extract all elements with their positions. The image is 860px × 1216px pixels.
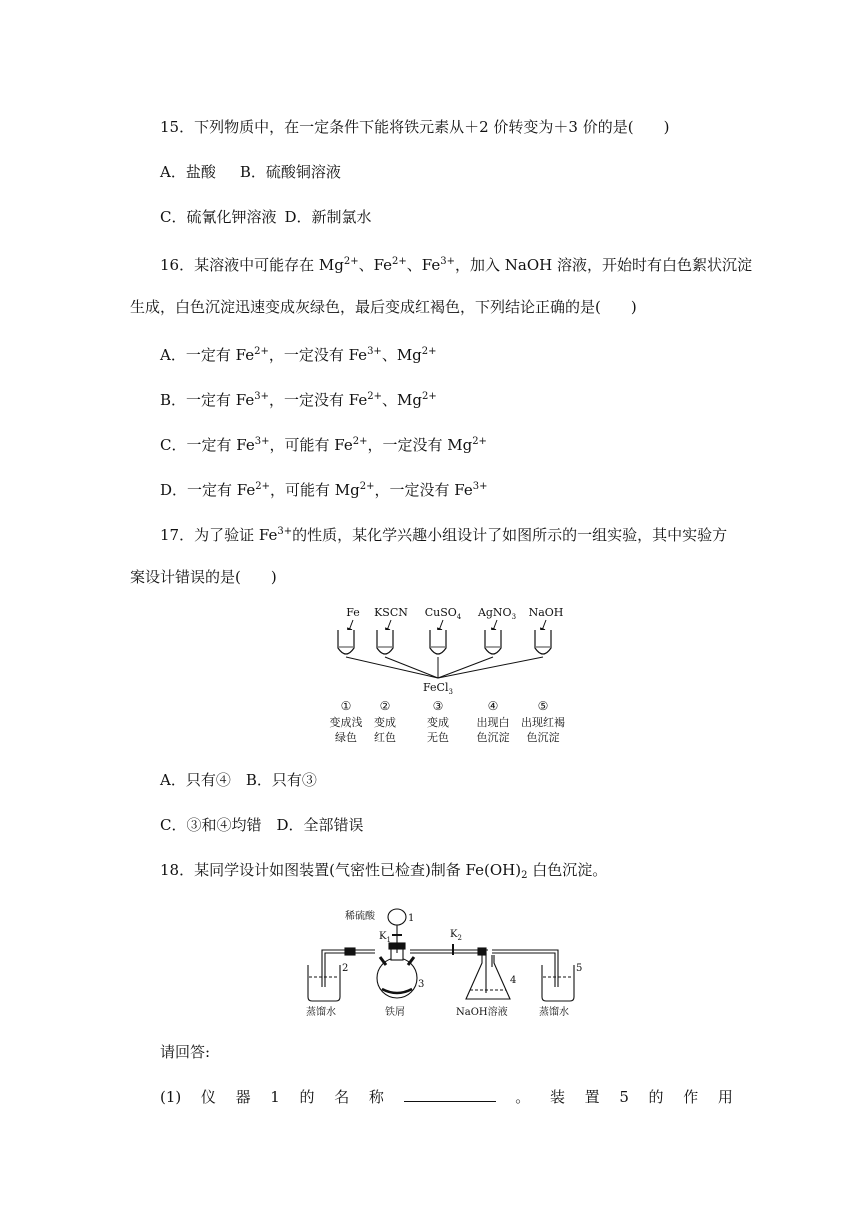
q18-sub1-token: 器 bbox=[235, 1088, 251, 1106]
q15-option-b: B．硫酸铜溶液 bbox=[239, 163, 341, 181]
charge-sup: 2+ bbox=[472, 436, 487, 447]
q18-sub1-token: 。 bbox=[515, 1088, 531, 1106]
q18-sub1-token: 名 bbox=[334, 1088, 350, 1106]
opt-text: 、Mg bbox=[381, 346, 422, 364]
pipe-left-inner bbox=[325, 953, 375, 987]
q16-stem-line2: 生成，白色沉淀迅速变成灰绿色，最后变成红褐色，下列结论正确的是( ) bbox=[130, 298, 637, 316]
result-text-5a: 出现红褐 bbox=[521, 716, 565, 729]
reagent-label-naoh: NaOH bbox=[528, 606, 564, 619]
result-text-2a: 变成 bbox=[374, 716, 396, 729]
charge-sup: 3+ bbox=[277, 526, 293, 537]
q18-text-1: 18．某同学设计如图装置(气密性已检查)制备 Fe(OH) bbox=[160, 861, 522, 879]
opt-text: ，一定没有 Fe bbox=[374, 481, 473, 499]
opt-text: A．一定有 Fe bbox=[160, 346, 255, 364]
q16-text-4: ，加入 NaOH 溶液，开始时有白色絮状沉淀 bbox=[455, 256, 752, 274]
opt-text: ，一定没有 Mg bbox=[367, 436, 473, 454]
test-tube-5 bbox=[535, 630, 551, 654]
result-text-2b: 红色 bbox=[374, 731, 396, 744]
charge-sup: 2+ bbox=[343, 256, 359, 267]
q17-text-2: 的性质，某化学兴趣小组设计了如图所示的一组实验，其中实验方 bbox=[292, 526, 728, 544]
label-num-5: 5 bbox=[576, 963, 583, 974]
result-number-5: ⑤ bbox=[537, 699, 549, 713]
charge-sup: 3+ bbox=[254, 436, 270, 447]
q18-sub1-token: (1) bbox=[160, 1088, 182, 1106]
q18-text-2: 白色沉淀。 bbox=[527, 861, 608, 879]
opt-text: ，可能有 Mg bbox=[270, 481, 360, 499]
q16-option-b bbox=[160, 387, 437, 410]
q15-stem: 15．下列物质中，在一定条件下能将铁元素从＋2 价转变为＋3 价的是( ) bbox=[160, 118, 670, 136]
charge-sup: 2+ bbox=[392, 256, 407, 267]
opt-text: C．一定有 Fe bbox=[160, 436, 255, 454]
charge-sup: 3+ bbox=[440, 256, 456, 267]
opt-text: D．一定有 Fe bbox=[160, 481, 256, 499]
result-text-4a: 出现白 bbox=[476, 716, 510, 729]
opt-text: B．一定有 Fe bbox=[160, 391, 255, 409]
result-text-3b: 无色 bbox=[427, 731, 449, 744]
q18-sub1-token: 仪 bbox=[200, 1088, 216, 1106]
q15-options-cd bbox=[160, 207, 372, 227]
result-text-1a: 变成浅 bbox=[329, 716, 363, 729]
q18-sub1-token: 称 bbox=[368, 1088, 384, 1106]
result-number-4: ④ bbox=[487, 699, 499, 713]
test-tube-4 bbox=[485, 630, 501, 654]
q17-text-1: 17．为了验证 Fe bbox=[160, 526, 278, 544]
q15-option-a: A．盐酸 bbox=[160, 163, 216, 181]
label-num-2: 2 bbox=[342, 963, 349, 974]
conical-flask-4 bbox=[466, 955, 510, 999]
reagent-label-agno3: AgNO$_3$ bbox=[477, 606, 517, 621]
result-number-1: ① bbox=[340, 699, 352, 713]
charge-sup: 2+ bbox=[255, 481, 271, 492]
label-acid: 稀硫酸 bbox=[345, 911, 375, 922]
q16-text-3: 、Fe bbox=[406, 256, 441, 274]
funnel-1 bbox=[388, 909, 406, 925]
q17-stem-line1 bbox=[160, 522, 727, 545]
q15-options-ab bbox=[160, 162, 341, 182]
q18-stem bbox=[160, 860, 607, 886]
charge-sup: 2+ bbox=[421, 346, 437, 357]
q17-stem-line2: 案设计错误的是( ) bbox=[130, 568, 277, 586]
pipe-far-right-inner bbox=[492, 953, 555, 987]
opt-text: ，一定没有 Fe bbox=[268, 346, 368, 364]
q16-option-c bbox=[160, 432, 487, 455]
subscript: 2 bbox=[521, 870, 528, 881]
label-num-1: 1 bbox=[408, 913, 415, 924]
reagent-label-fe: Fe bbox=[346, 606, 360, 619]
label-naoh: NaOH溶液 bbox=[456, 1007, 508, 1017]
result-number-2: ② bbox=[379, 699, 391, 713]
opt-text: 、Mg bbox=[382, 391, 422, 409]
label-k2: $K_2$ bbox=[450, 929, 462, 942]
label-iron: 铁屑 bbox=[385, 1007, 405, 1017]
charge-sup: 3+ bbox=[254, 391, 270, 402]
label-num-4: 4 bbox=[510, 975, 517, 986]
q18-sub1-token: 1 bbox=[270, 1088, 280, 1106]
result-text-5b: 色沉淀 bbox=[526, 731, 560, 744]
q16-option-a bbox=[160, 342, 437, 365]
charge-sup: 2+ bbox=[421, 391, 437, 402]
label-water-2: 蒸馏水 bbox=[306, 1007, 336, 1017]
charge-sup: 2+ bbox=[352, 436, 368, 447]
result-text-3a: 变成 bbox=[427, 716, 449, 729]
q15-option-d: D．新制氯水 bbox=[284, 208, 372, 226]
q16-stem-line1 bbox=[160, 252, 752, 275]
result-text-1b: 绿色 bbox=[335, 731, 357, 744]
q16-option-d bbox=[160, 477, 487, 500]
q18-sub1-token: 5 bbox=[619, 1088, 629, 1106]
label-k1: $K_1$ bbox=[379, 931, 391, 944]
charge-sup: 2+ bbox=[367, 391, 382, 402]
q16-text-1: 16．某溶液中可能存在 Mg bbox=[160, 256, 344, 274]
q18-apparatus-figure bbox=[300, 905, 590, 1017]
charge-sup: 2+ bbox=[359, 481, 375, 492]
test-tube-3 bbox=[430, 630, 446, 654]
connector bbox=[438, 657, 543, 678]
q17-options-cd: C．③和④均错 D．全部错误 bbox=[160, 816, 364, 834]
q18-sub1 bbox=[160, 1087, 733, 1107]
q17-test-tube-figure bbox=[315, 600, 575, 750]
q18-sub1-token: 作 bbox=[683, 1088, 699, 1106]
q17-options-ab: A．只有④ B．只有③ bbox=[160, 771, 317, 789]
label-num-3: 3 bbox=[418, 979, 425, 990]
q18-sub1-token: 的 bbox=[648, 1088, 664, 1106]
charge-sup: 3+ bbox=[472, 481, 488, 492]
charge-sup: 2+ bbox=[254, 346, 269, 357]
q18-sub1-token: 置 bbox=[584, 1088, 600, 1106]
q15-option-c: C．硫氰化钾溶液 bbox=[160, 208, 277, 226]
label-water-5: 蒸馏水 bbox=[539, 1007, 569, 1017]
test-tube-2 bbox=[377, 630, 393, 654]
center-label-fecl3: FeCl$_3$ bbox=[423, 681, 453, 696]
answer-blank[interactable] bbox=[404, 1087, 496, 1102]
q18-prompt: 请回答: bbox=[160, 1043, 211, 1061]
reagent-label-cuso4: CuSO$_4$ bbox=[424, 606, 462, 621]
q18-sub1-token: 的 bbox=[299, 1088, 315, 1106]
opt-text: ，一定没有 Fe bbox=[269, 391, 368, 409]
charge-sup: 3+ bbox=[367, 346, 382, 357]
opt-text: ，可能有 Fe bbox=[269, 436, 353, 454]
q16-text-2: 、Fe bbox=[358, 256, 393, 274]
result-number-3: ③ bbox=[432, 699, 444, 713]
pipe-joint-2 bbox=[478, 948, 486, 955]
result-text-4b: 色沉淀 bbox=[476, 731, 510, 744]
beaker-2 bbox=[308, 965, 340, 1001]
reagent-label-kscn: KSCN bbox=[374, 606, 408, 619]
test-tube-1 bbox=[338, 630, 354, 654]
pipe-joint bbox=[345, 948, 355, 955]
q18-sub1-token: 装 bbox=[549, 1088, 565, 1106]
q18-sub1-token: 用 bbox=[717, 1088, 733, 1106]
connector bbox=[438, 657, 493, 678]
